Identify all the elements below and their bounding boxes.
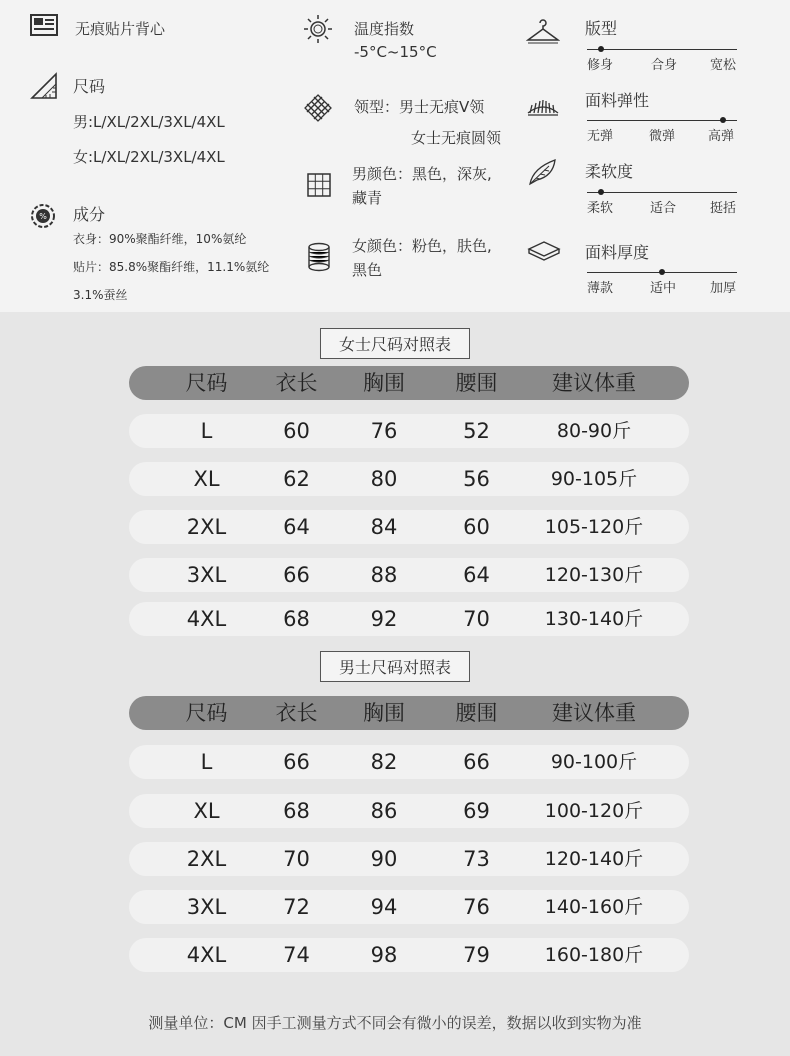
- table-row: [129, 794, 689, 828]
- cell-waist: 76: [463, 895, 490, 919]
- fit-scale-marker: [598, 46, 604, 52]
- cell-length: 74: [283, 943, 310, 967]
- cell-waist: 66: [463, 750, 490, 774]
- hanger-icon: [526, 16, 560, 44]
- cell-chest: 84: [370, 515, 398, 539]
- cell-size: XL: [193, 799, 220, 823]
- male-colors-line2: 藏青: [352, 189, 383, 207]
- feather-icon: [527, 158, 559, 186]
- cell-waist: 64: [463, 563, 490, 587]
- header-chest: 胸围: [363, 371, 405, 395]
- fit-label-high: 宽松: [710, 58, 737, 73]
- cell-length: 72: [283, 895, 310, 919]
- cell-chest: 82: [370, 750, 398, 774]
- cell-chest: 92: [370, 607, 398, 631]
- elasticity-label-high: 高弹: [708, 129, 735, 144]
- header-size: 尺码: [185, 371, 228, 395]
- softness-label-high: 挺括: [710, 201, 737, 216]
- thread-spool-icon: [307, 242, 331, 272]
- size-title: 尺码: [73, 77, 106, 96]
- cell-length: 64: [283, 515, 310, 539]
- cell-waist: 52: [463, 419, 490, 443]
- cell-weight: 160-180斤: [544, 944, 644, 966]
- female-colors-line1: 女颜色：粉色，肤色,: [352, 237, 492, 255]
- temperature-title: 温度指数: [354, 20, 415, 38]
- cell-weight: 100-120斤: [544, 800, 644, 822]
- header-chest: 胸围: [363, 701, 405, 725]
- cell-chest: 76: [370, 419, 398, 443]
- spring-elastic-icon: [526, 95, 560, 117]
- thickness-scale-marker: [659, 269, 665, 275]
- men-table-title: 男士尺码对照表: [320, 651, 470, 682]
- cell-weight: 140-160斤: [544, 896, 644, 918]
- elasticity-title: 面料弹性: [585, 91, 650, 110]
- size-male: 男:L/XL/2XL/3XL/4XL: [73, 113, 225, 131]
- temperature-value: -5°C~15°C: [354, 43, 437, 61]
- header-length: 衣长: [275, 701, 318, 725]
- table-row: [129, 510, 689, 544]
- svg-text:%: %: [39, 212, 47, 221]
- thickness-label-high: 加厚: [710, 281, 737, 296]
- cell-chest: 88: [370, 563, 398, 587]
- cell-size: L: [200, 419, 213, 443]
- cell-weight: 120-130斤: [544, 564, 644, 586]
- table-row: [129, 842, 689, 876]
- thickness-title: 面料厚度: [585, 243, 650, 262]
- cell-length: 62: [283, 467, 310, 491]
- fit-label-low: 修身: [587, 58, 614, 73]
- cell-waist: 56: [463, 467, 490, 491]
- cell-weight: 105-120斤: [544, 516, 644, 538]
- composition-body: 衣身：90%聚酯纤维，10%氨纶: [73, 232, 247, 246]
- softness-title: 柔软度: [585, 162, 634, 181]
- cell-chest: 90: [370, 847, 398, 871]
- cell-weight: 130-140斤: [544, 608, 644, 630]
- header-waist: 腰围: [455, 371, 498, 395]
- softness-label-mid: 适合: [650, 201, 677, 216]
- header-length: 衣长: [275, 371, 318, 395]
- cell-weight: 80-90斤: [556, 420, 632, 442]
- elasticity-label-mid: 微弹: [649, 129, 676, 144]
- cell-chest: 80: [370, 467, 398, 491]
- cell-length: 66: [283, 750, 310, 774]
- elasticity-label-low: 无弹: [587, 129, 614, 144]
- composition-silk: 3.1%蚕丝: [73, 288, 128, 302]
- cell-chest: 98: [370, 943, 398, 967]
- women-table-header: [129, 366, 689, 400]
- composition-patch: 贴片：85.8%聚酯纤维，11.1%氨纶: [73, 260, 270, 274]
- thickness-label-mid: 适中: [650, 281, 677, 296]
- cell-length: 60: [283, 419, 310, 443]
- table-row: [129, 558, 689, 592]
- elasticity-scale-marker: [720, 117, 726, 123]
- cell-size: 4XL: [186, 943, 227, 967]
- men-table-header: [129, 696, 689, 730]
- cell-waist: 73: [463, 847, 490, 871]
- cell-size: 2XL: [186, 515, 227, 539]
- cell-length: 68: [283, 607, 310, 631]
- cell-weight: 120-140斤: [544, 848, 644, 870]
- cell-chest: 94: [370, 895, 398, 919]
- table-row: [129, 602, 689, 636]
- header-waist: 腰围: [455, 701, 498, 725]
- knit-fabric-icon: [303, 93, 333, 123]
- sun-temperature-icon: [303, 14, 333, 44]
- fit-scale-line: [587, 49, 737, 50]
- table-row: [129, 462, 689, 496]
- women-table-title: 女士尺码对照表: [320, 328, 470, 359]
- cell-size: 2XL: [186, 847, 227, 871]
- cell-length: 70: [283, 847, 310, 871]
- softness-scale-line: [587, 192, 737, 193]
- ruler-triangle-icon: [30, 72, 58, 100]
- percent-badge-icon: [30, 203, 56, 229]
- fit-label-mid: 合身: [651, 58, 678, 73]
- table-row: [129, 890, 689, 924]
- table-row: [129, 938, 689, 972]
- cell-length: 68: [283, 799, 310, 823]
- collar-line1: 领型：男士无痕V领: [354, 98, 485, 116]
- size-female: 女:L/XL/2XL/3XL/4XL: [73, 148, 225, 166]
- cell-length: 66: [283, 563, 310, 587]
- document-icon: [30, 14, 58, 36]
- table-row: [129, 745, 689, 779]
- cell-waist: 79: [463, 943, 490, 967]
- female-colors-line2: 黑色: [352, 261, 383, 279]
- cell-weight: 90-100斤: [550, 751, 638, 773]
- thickness-label-low: 薄款: [587, 281, 614, 296]
- cell-waist: 70: [463, 607, 490, 631]
- measurement-note: 测量单位：CM 因手工测量方式不同会有微小的误差，数据以收到实物为准: [148, 1014, 642, 1032]
- cell-waist: 69: [463, 799, 490, 823]
- cell-size: 4XL: [186, 607, 227, 631]
- table-row: [129, 414, 689, 448]
- softness-scale-marker: [598, 189, 604, 195]
- cell-weight: 90-105斤: [550, 468, 638, 490]
- header-weight: 建议体重: [552, 701, 636, 725]
- product-name: 无痕贴片背心: [75, 20, 166, 38]
- softness-label-low: 柔软: [587, 201, 614, 216]
- cell-size: L: [200, 750, 213, 774]
- male-colors-line1: 男颜色：黑色，深灰,: [352, 165, 492, 183]
- header-size: 尺码: [185, 701, 228, 725]
- cell-size: 3XL: [186, 563, 227, 587]
- cell-chest: 86: [370, 799, 398, 823]
- elasticity-scale-line: [587, 120, 737, 121]
- composition-title: 成分: [73, 205, 106, 224]
- cell-waist: 60: [463, 515, 490, 539]
- collar-line2: 女士无痕圆领: [411, 129, 502, 147]
- cell-size: XL: [193, 467, 220, 491]
- cell-size: 3XL: [186, 895, 227, 919]
- fit-title: 版型: [585, 19, 618, 38]
- folded-fabric-icon: [527, 239, 561, 263]
- header-weight: 建议体重: [552, 371, 636, 395]
- grid-icon: [307, 173, 331, 197]
